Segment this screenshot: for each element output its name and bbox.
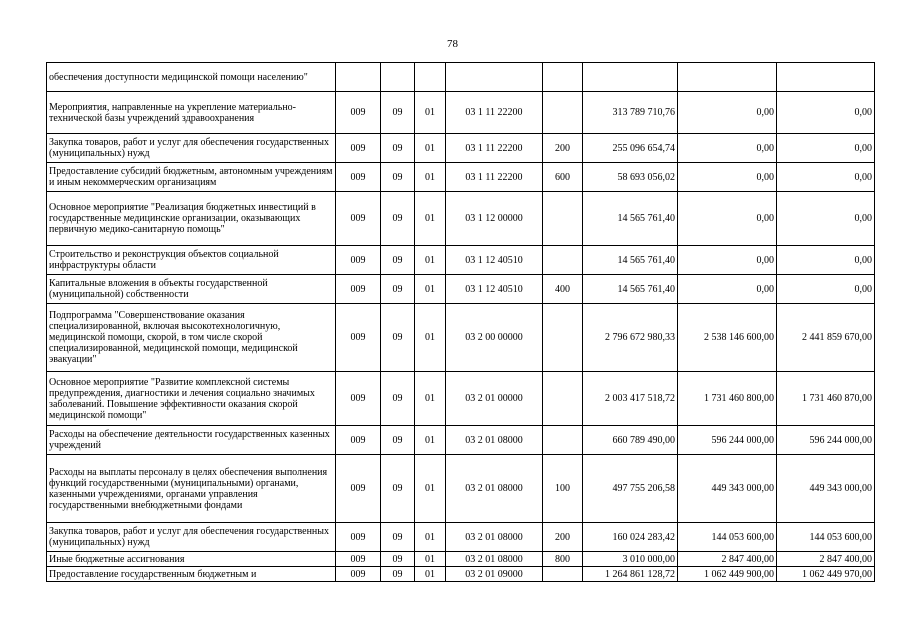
expense-type-cell (543, 63, 583, 92)
table-row (47, 246, 875, 275)
row-name-cell: Предоставление субсидий бюджетным, автономным учреждениям и иным некоммерческим организациям (47, 163, 336, 192)
target-article-cell (446, 63, 543, 92)
amount-year-1-cell: 1 264 861 128,72 (583, 567, 678, 582)
row-name-cell: Строительство и реконструкция объектов социальной инфраструктуры области (47, 246, 336, 275)
amount-year-3-cell: 0,00 (777, 163, 875, 192)
table-row (47, 372, 875, 426)
expense-type-cell: 200 (543, 523, 583, 552)
ministry-code-cell: 009 (336, 192, 381, 246)
amount-year-3-cell (777, 63, 875, 92)
row-name-cell: Мероприятия, направленные на укрепление материально-технической базы учреждений здравоохранения (47, 92, 336, 134)
subsection-code-cell: 01 (415, 275, 446, 304)
expense-type-cell: 200 (543, 134, 583, 163)
expense-type-cell (543, 192, 583, 246)
table-row (47, 567, 875, 582)
amount-year-2-cell: 596 244 000,00 (678, 426, 777, 455)
table-row (47, 426, 875, 455)
row-name-cell: Расходы на выплаты персоналу в целях обеспечения выполнения функций государственными (муниципальными) органами, казенными учреждениями, органами управления государственными внебюджетными фондами (47, 455, 336, 523)
amount-year-1-cell: 14 565 761,40 (583, 192, 678, 246)
section-code-cell: 09 (381, 552, 415, 567)
subsection-code-cell: 01 (415, 372, 446, 426)
section-code-cell: 09 (381, 134, 415, 163)
amount-year-2-cell: 0,00 (678, 163, 777, 192)
ministry-code-cell: 009 (336, 134, 381, 163)
table-row (47, 192, 875, 246)
target-article-cell: 03 2 01 08000 (446, 523, 543, 552)
amount-year-1-cell: 2 003 417 518,72 (583, 372, 678, 426)
row-name-cell: Подпрограмма "Совершенствование оказания специализированной, включая высокотехнологичную, медицинской помощи, скорой, в том числе скорой специализированной, медицинской помощи, медицинской эвакуации" (47, 304, 336, 372)
expense-type-cell: 800 (543, 552, 583, 567)
amount-year-1-cell: 14 565 761,40 (583, 246, 678, 275)
subsection-code-cell: 01 (415, 523, 446, 552)
subsection-code-cell: 01 (415, 552, 446, 567)
amount-year-1-cell: 660 789 490,00 (583, 426, 678, 455)
amount-year-1-cell: 313 789 710,76 (583, 92, 678, 134)
row-name-cell: Расходы на обеспечение деятельности государственных казенных учреждений (47, 426, 336, 455)
amount-year-3-cell: 596 244 000,00 (777, 426, 875, 455)
subsection-code-cell (415, 63, 446, 92)
table-row (47, 163, 875, 192)
amount-year-2-cell: 2 847 400,00 (678, 552, 777, 567)
section-code-cell: 09 (381, 455, 415, 523)
subsection-code-cell: 01 (415, 246, 446, 275)
amount-year-2-cell: 0,00 (678, 275, 777, 304)
amount-year-3-cell: 2 441 859 670,00 (777, 304, 875, 372)
amount-year-1-cell: 255 096 654,74 (583, 134, 678, 163)
amount-year-3-cell: 0,00 (777, 246, 875, 275)
amount-year-3-cell: 1 731 460 870,00 (777, 372, 875, 426)
amount-year-3-cell: 1 062 449 970,00 (777, 567, 875, 582)
expense-type-cell (543, 92, 583, 134)
ministry-code-cell: 009 (336, 163, 381, 192)
amount-year-2-cell (678, 63, 777, 92)
subsection-code-cell: 01 (415, 192, 446, 246)
row-name-cell: Основное мероприятие "Реализация бюджетных инвестиций в государственные медицинские организации, оказывающих первичную медико-санитарную помощь" (47, 192, 336, 246)
table-row (47, 134, 875, 163)
target-article-cell: 03 1 12 40510 (446, 246, 543, 275)
subsection-code-cell: 01 (415, 567, 446, 582)
ministry-code-cell: 009 (336, 246, 381, 275)
target-article-cell: 03 1 11 22200 (446, 134, 543, 163)
amount-year-2-cell: 0,00 (678, 246, 777, 275)
target-article-cell: 03 2 00 00000 (446, 304, 543, 372)
amount-year-1-cell: 497 755 206,58 (583, 455, 678, 523)
expense-type-cell: 600 (543, 163, 583, 192)
expense-type-cell: 400 (543, 275, 583, 304)
ministry-code-cell: 009 (336, 552, 381, 567)
amount-year-3-cell: 0,00 (777, 134, 875, 163)
amount-year-3-cell: 0,00 (777, 92, 875, 134)
table-row (47, 275, 875, 304)
table-row (47, 92, 875, 134)
ministry-code-cell (336, 63, 381, 92)
amount-year-1-cell: 14 565 761,40 (583, 275, 678, 304)
amount-year-2-cell: 144 053 600,00 (678, 523, 777, 552)
section-code-cell: 09 (381, 372, 415, 426)
ministry-code-cell: 009 (336, 372, 381, 426)
amount-year-3-cell: 2 847 400,00 (777, 552, 875, 567)
row-name-cell: Иные бюджетные ассигнования (47, 552, 336, 567)
subsection-code-cell: 01 (415, 455, 446, 523)
amount-year-3-cell: 449 343 000,00 (777, 455, 875, 523)
amount-year-2-cell: 1 731 460 800,00 (678, 372, 777, 426)
amount-year-2-cell: 2 538 146 600,00 (678, 304, 777, 372)
expense-type-cell (543, 304, 583, 372)
section-code-cell: 09 (381, 246, 415, 275)
row-name-cell: Капитальные вложения в объекты государственной (муниципальной) собственности (47, 275, 336, 304)
table-row (47, 304, 875, 372)
amount-year-2-cell: 0,00 (678, 134, 777, 163)
budget-table (46, 62, 875, 582)
target-article-cell: 03 1 11 22200 (446, 92, 543, 134)
row-name-cell: Закупка товаров, работ и услуг для обеспечения государственных (муниципальных) нужд (47, 523, 336, 552)
expense-type-cell (543, 372, 583, 426)
section-code-cell: 09 (381, 163, 415, 192)
row-name-cell: Закупка товаров, работ и услуг для обеспечения государственных (муниципальных) нужд (47, 134, 336, 163)
expense-type-cell: 100 (543, 455, 583, 523)
section-code-cell: 09 (381, 192, 415, 246)
target-article-cell: 03 2 01 08000 (446, 455, 543, 523)
amount-year-3-cell: 0,00 (777, 192, 875, 246)
target-article-cell: 03 1 11 22200 (446, 163, 543, 192)
row-name-cell: Предоставление государственным бюджетным и (47, 567, 336, 582)
table-row (47, 523, 875, 552)
amount-year-1-cell: 2 796 672 980,33 (583, 304, 678, 372)
section-code-cell: 09 (381, 567, 415, 582)
amount-year-3-cell: 144 053 600,00 (777, 523, 875, 552)
ministry-code-cell: 009 (336, 523, 381, 552)
amount-year-2-cell: 0,00 (678, 192, 777, 246)
amount-year-1-cell: 58 693 056,02 (583, 163, 678, 192)
target-article-cell: 03 2 01 08000 (446, 426, 543, 455)
target-article-cell: 03 2 01 00000 (446, 372, 543, 426)
table-row (47, 552, 875, 567)
section-code-cell: 09 (381, 304, 415, 372)
target-article-cell: 03 1 12 40510 (446, 275, 543, 304)
ministry-code-cell: 009 (336, 426, 381, 455)
amount-year-1-cell: 160 024 283,42 (583, 523, 678, 552)
section-code-cell: 09 (381, 275, 415, 304)
section-code-cell: 09 (381, 92, 415, 134)
row-name-cell: Основное мероприятие "Развитие комплексной системы предупреждения, диагностики и лечения социально значимых заболеваний. Повышение эффективности оказания скорой медицинской помощи" (47, 372, 336, 426)
amount-year-2-cell: 0,00 (678, 92, 777, 134)
ministry-code-cell: 009 (336, 275, 381, 304)
subsection-code-cell: 01 (415, 426, 446, 455)
row-name-cell: обеспечения доступности медицинской помощи населению" (47, 63, 336, 92)
section-code-cell: 09 (381, 523, 415, 552)
expense-type-cell (543, 426, 583, 455)
target-article-cell: 03 2 01 08000 (446, 552, 543, 567)
ministry-code-cell: 009 (336, 304, 381, 372)
ministry-code-cell: 009 (336, 567, 381, 582)
amount-year-1-cell (583, 63, 678, 92)
expense-type-cell (543, 567, 583, 582)
subsection-code-cell: 01 (415, 304, 446, 372)
section-code-cell: 09 (381, 426, 415, 455)
amount-year-2-cell: 449 343 000,00 (678, 455, 777, 523)
ministry-code-cell: 009 (336, 92, 381, 134)
ministry-code-cell: 009 (336, 455, 381, 523)
subsection-code-cell: 01 (415, 134, 446, 163)
section-code-cell (381, 63, 415, 92)
expense-type-cell (543, 246, 583, 275)
table-row (47, 455, 875, 523)
subsection-code-cell: 01 (415, 163, 446, 192)
amount-year-3-cell: 0,00 (777, 275, 875, 304)
target-article-cell: 03 2 01 09000 (446, 567, 543, 582)
target-article-cell: 03 1 12 00000 (446, 192, 543, 246)
amount-year-2-cell: 1 062 449 900,00 (678, 567, 777, 582)
page-number: 78 (447, 38, 458, 50)
table-row (47, 63, 875, 92)
amount-year-1-cell: 3 010 000,00 (583, 552, 678, 567)
subsection-code-cell: 01 (415, 92, 446, 134)
